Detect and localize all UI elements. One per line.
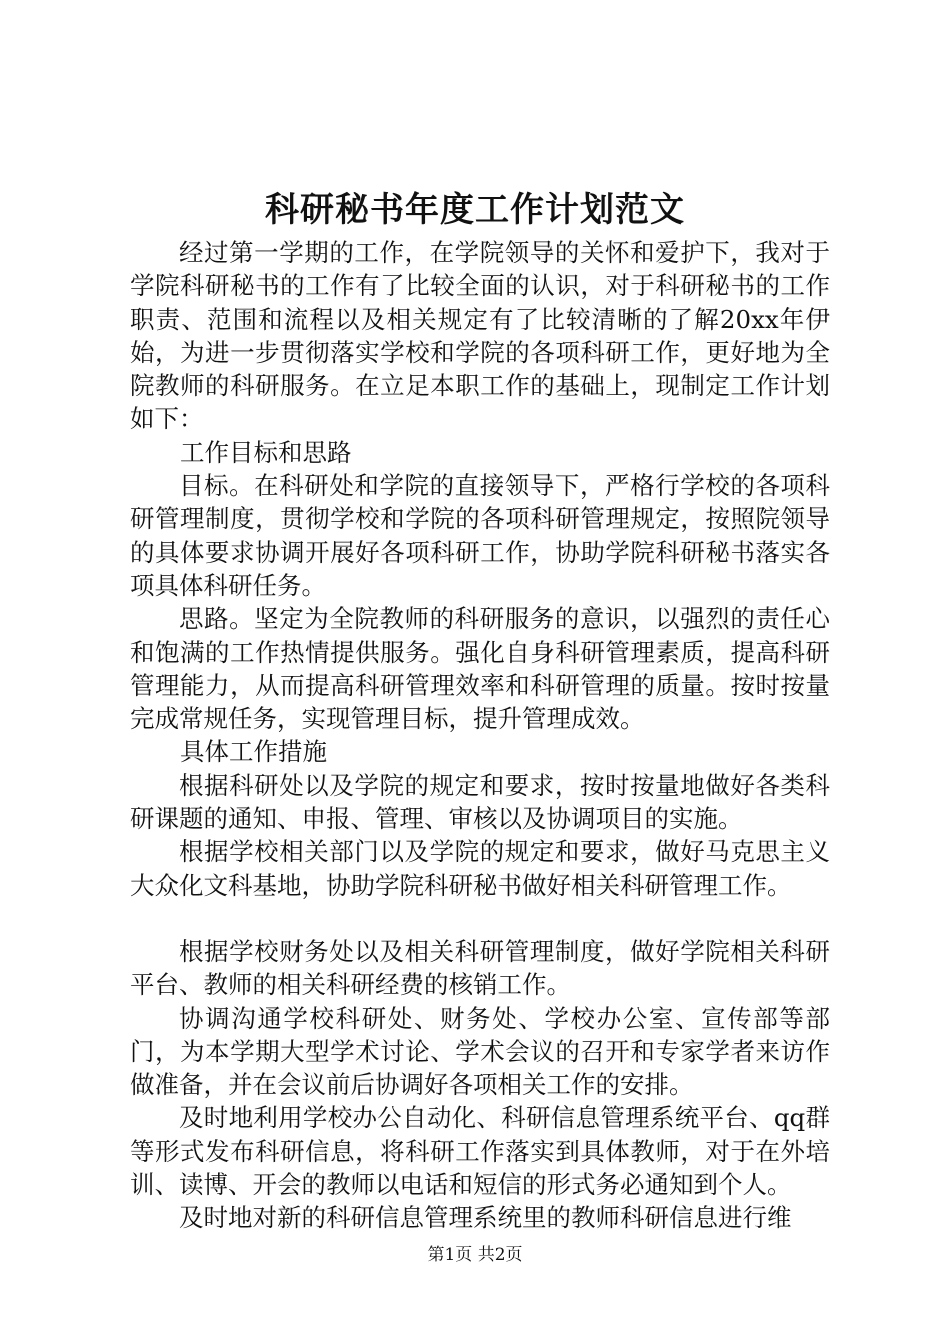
measure-paragraph: 根据学校财务处以及相关科研管理制度，做好学院相关科研平台、教师的相关科研经费的核销工作。 [130, 936, 830, 1000]
page-footer: 第1页 共2页 [427, 1245, 523, 1265]
document-body [130, 236, 830, 1235]
section-heading-measures: 具体工作措施 [180, 737, 327, 767]
document-title: 科研秘书年度工作计划范文 [265, 190, 685, 230]
measure-paragraph: 协调沟通学校科研处、财务处、学校办公室、宣传部等部门，为本学期大型学术讨论、学术会议的召开和专家学者来访作做准备，并在会议前后协调好各项相关工作的安排。 [130, 1003, 830, 1100]
measure-paragraph: 及时地利用学校办公自动化、科研信息管理系统平台、qq群等形式发布科研信息，将科研工作落实到具体教师，对于在外培训、读博、开会的教师以电话和短信的形式务必通知到个人。 [130, 1103, 830, 1200]
goal-paragraph: 目标。在科研处和学院的直接领导下，严格行学校的各项科研管理制度，贯彻学校和学院的各项科研管理规定，按照院领导的具体要求协调开展好各项科研工作，协助学院科研秘书落实各项具体科研任务。 [130, 471, 830, 600]
measure-paragraph: 根据科研处以及学院的规定和要求，按时按量地做好各类科研课题的通知、申报、管理、审核以及协调项目的实施。 [130, 770, 830, 834]
measure-paragraph: 及时地对新的科研信息管理系统里的教师科研信息进行维 [179, 1203, 792, 1233]
approach-paragraph: 思路。坚定为全院教师的科研服务的意识，以强烈的责任心和饱满的工作热情提供服务。强化自身科研管理素质，提高科研管理能力，从而提高科研管理效率和科研管理的质量。按时按量完成常规任务，实现管理目标，提升管理成效。 [130, 604, 830, 734]
section-heading-goals: 工作目标和思路 [180, 437, 352, 467]
measure-paragraph: 根据学校相关部门以及学院的规定和要求，做好马克思主义大众化文科基地，协助学院科研秘书做好相关科研管理工作。 [130, 837, 830, 900]
blank-line [130, 902, 830, 935]
intro-paragraph: 经过第一学期的工作，在学院领导的关怀和爱护下，我对于学院科研秘书的工作有了比较全面的认识，对于科研秘书的工作职责、范围和流程以及相关规定有了比较清晰的了解20xx年伊始，为进一步贯彻落实学校和学院的各项科研工作，更好地为全院教师的科研服务。在立足本职工作的基础上，现制定工作计划如下： [130, 238, 830, 434]
